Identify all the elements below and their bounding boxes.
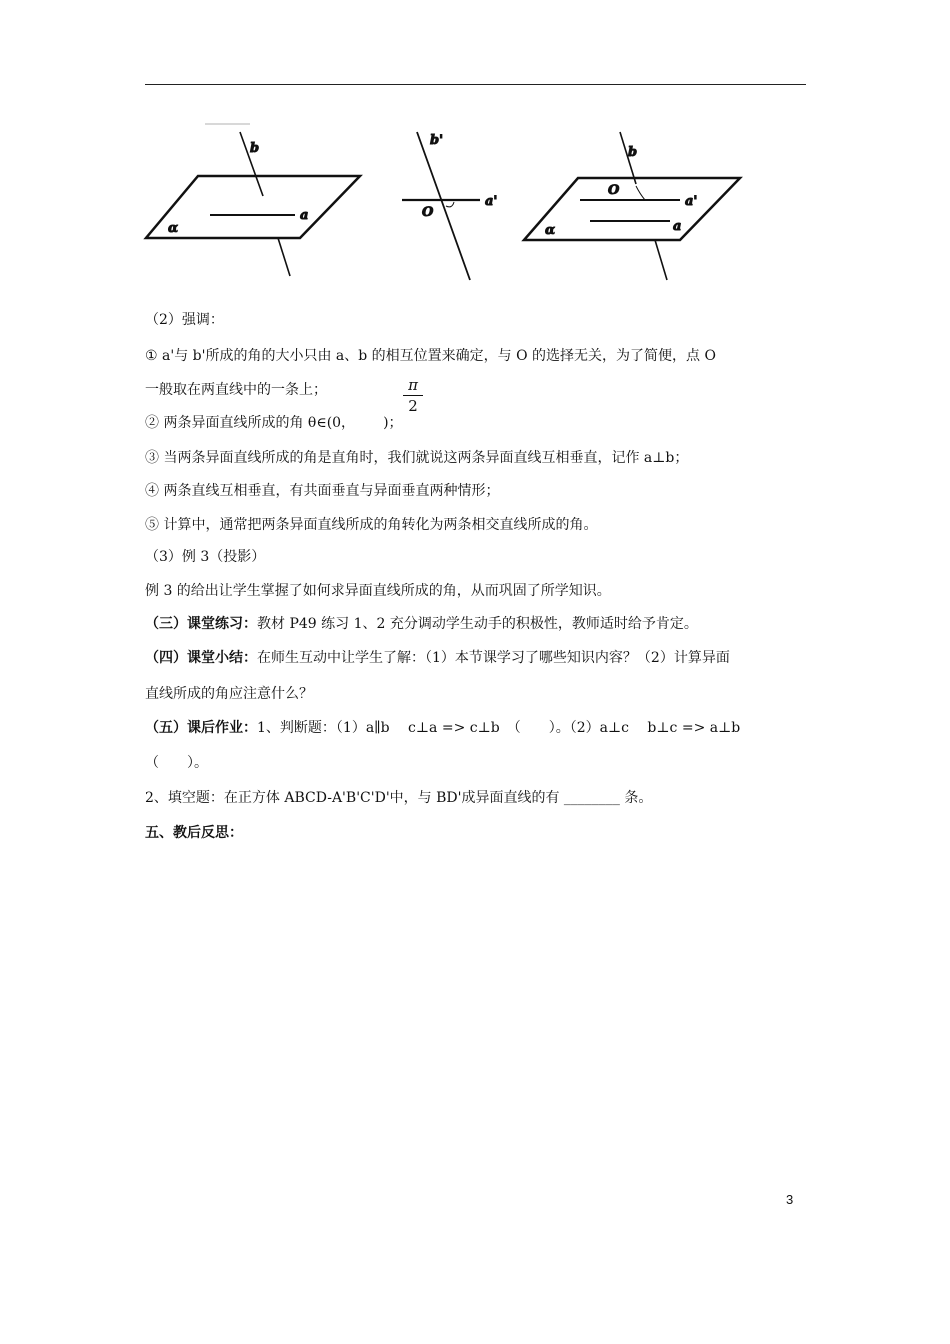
text-line-part: )； [383,415,403,431]
label-a: a [300,208,309,223]
section-heading: （三）课堂练习： [145,616,257,632]
text-line: （ ）。 [145,755,208,771]
fraction-denominator: 2 [408,397,418,415]
text-line: （2）强调： [145,312,224,328]
section-heading: 五、教后反思： [145,825,243,841]
text-line-part: 在师生互动中让学生了解：（1）本节课学习了哪些知识内容？（2）计算异面 [257,650,730,666]
text-line-part: ② 两条异面直线所成的角 θ∈(0， [145,415,356,431]
text-line: 例 3 的给出让学生掌握了如何求异面直线所成的角，从而巩固了所学知识。 [145,583,611,599]
text-line: （3）例 3（投影） [145,549,266,565]
label-O: O [608,183,620,198]
skew-lines-figures [140,118,760,288]
label-alpha: α [168,221,179,236]
text-line: 直线所成的角应注意什么？ [145,686,313,702]
text-line [145,718,740,738]
label-b-prime: b' [430,133,444,148]
text-line-part: 教材 P49 练习 1、2 充分调动学生动手的积极性，教师适时给予肯定。 [257,616,698,632]
text-line-part: 1、判断题：（1）a∥b c⊥a => c⊥b （ ）。（2）a⊥c b⊥c => a⊥b [257,720,741,736]
header-rule [145,84,806,85]
label-alpha: α [545,223,556,238]
text-line [145,648,730,668]
label-a-prime: a' [485,194,498,209]
text-line: ④ 两条直线互相垂直，有共面垂直与异面垂直两种情形； [145,483,500,499]
text-line: ① a'与 b'所成的角的大小只由 a、b 的相互位置来确定，与 O 的选择无关，为了简便，点 O [145,348,716,364]
text-line [145,413,403,433]
label-b: b [250,141,260,156]
text-line: ⑤ 计算中，通常把两条异面直线所成的角转化为两条相交直线所成的角。 [145,517,598,533]
text-line [145,614,698,634]
label-b: b [628,145,638,160]
text-line: 2、填空题：在正方体 ABCD-A'B'C'D'中，与 BD'成异面直线的有 ________ 条。 [145,790,653,806]
text-line: ③ 当两条异面直线所成的角是直角时，我们就说这两条异面直线互相垂直，记作 a⊥b； [145,450,689,466]
section-heading: （五）课后作业： [145,720,257,736]
label-O: O [422,205,434,220]
figure-left [146,124,360,276]
page-number: 3 [786,1192,794,1207]
text-line: 一般取在两直线中的一条上； [145,382,327,398]
fraction-numerator: π [408,376,418,394]
fraction-pi-over-2 [403,376,423,415]
figure-middle [402,132,497,280]
section-heading: （四）课堂小结： [145,650,257,666]
figure-right [524,132,740,280]
label-a: a [673,219,682,234]
label-a-prime: a' [685,194,698,209]
